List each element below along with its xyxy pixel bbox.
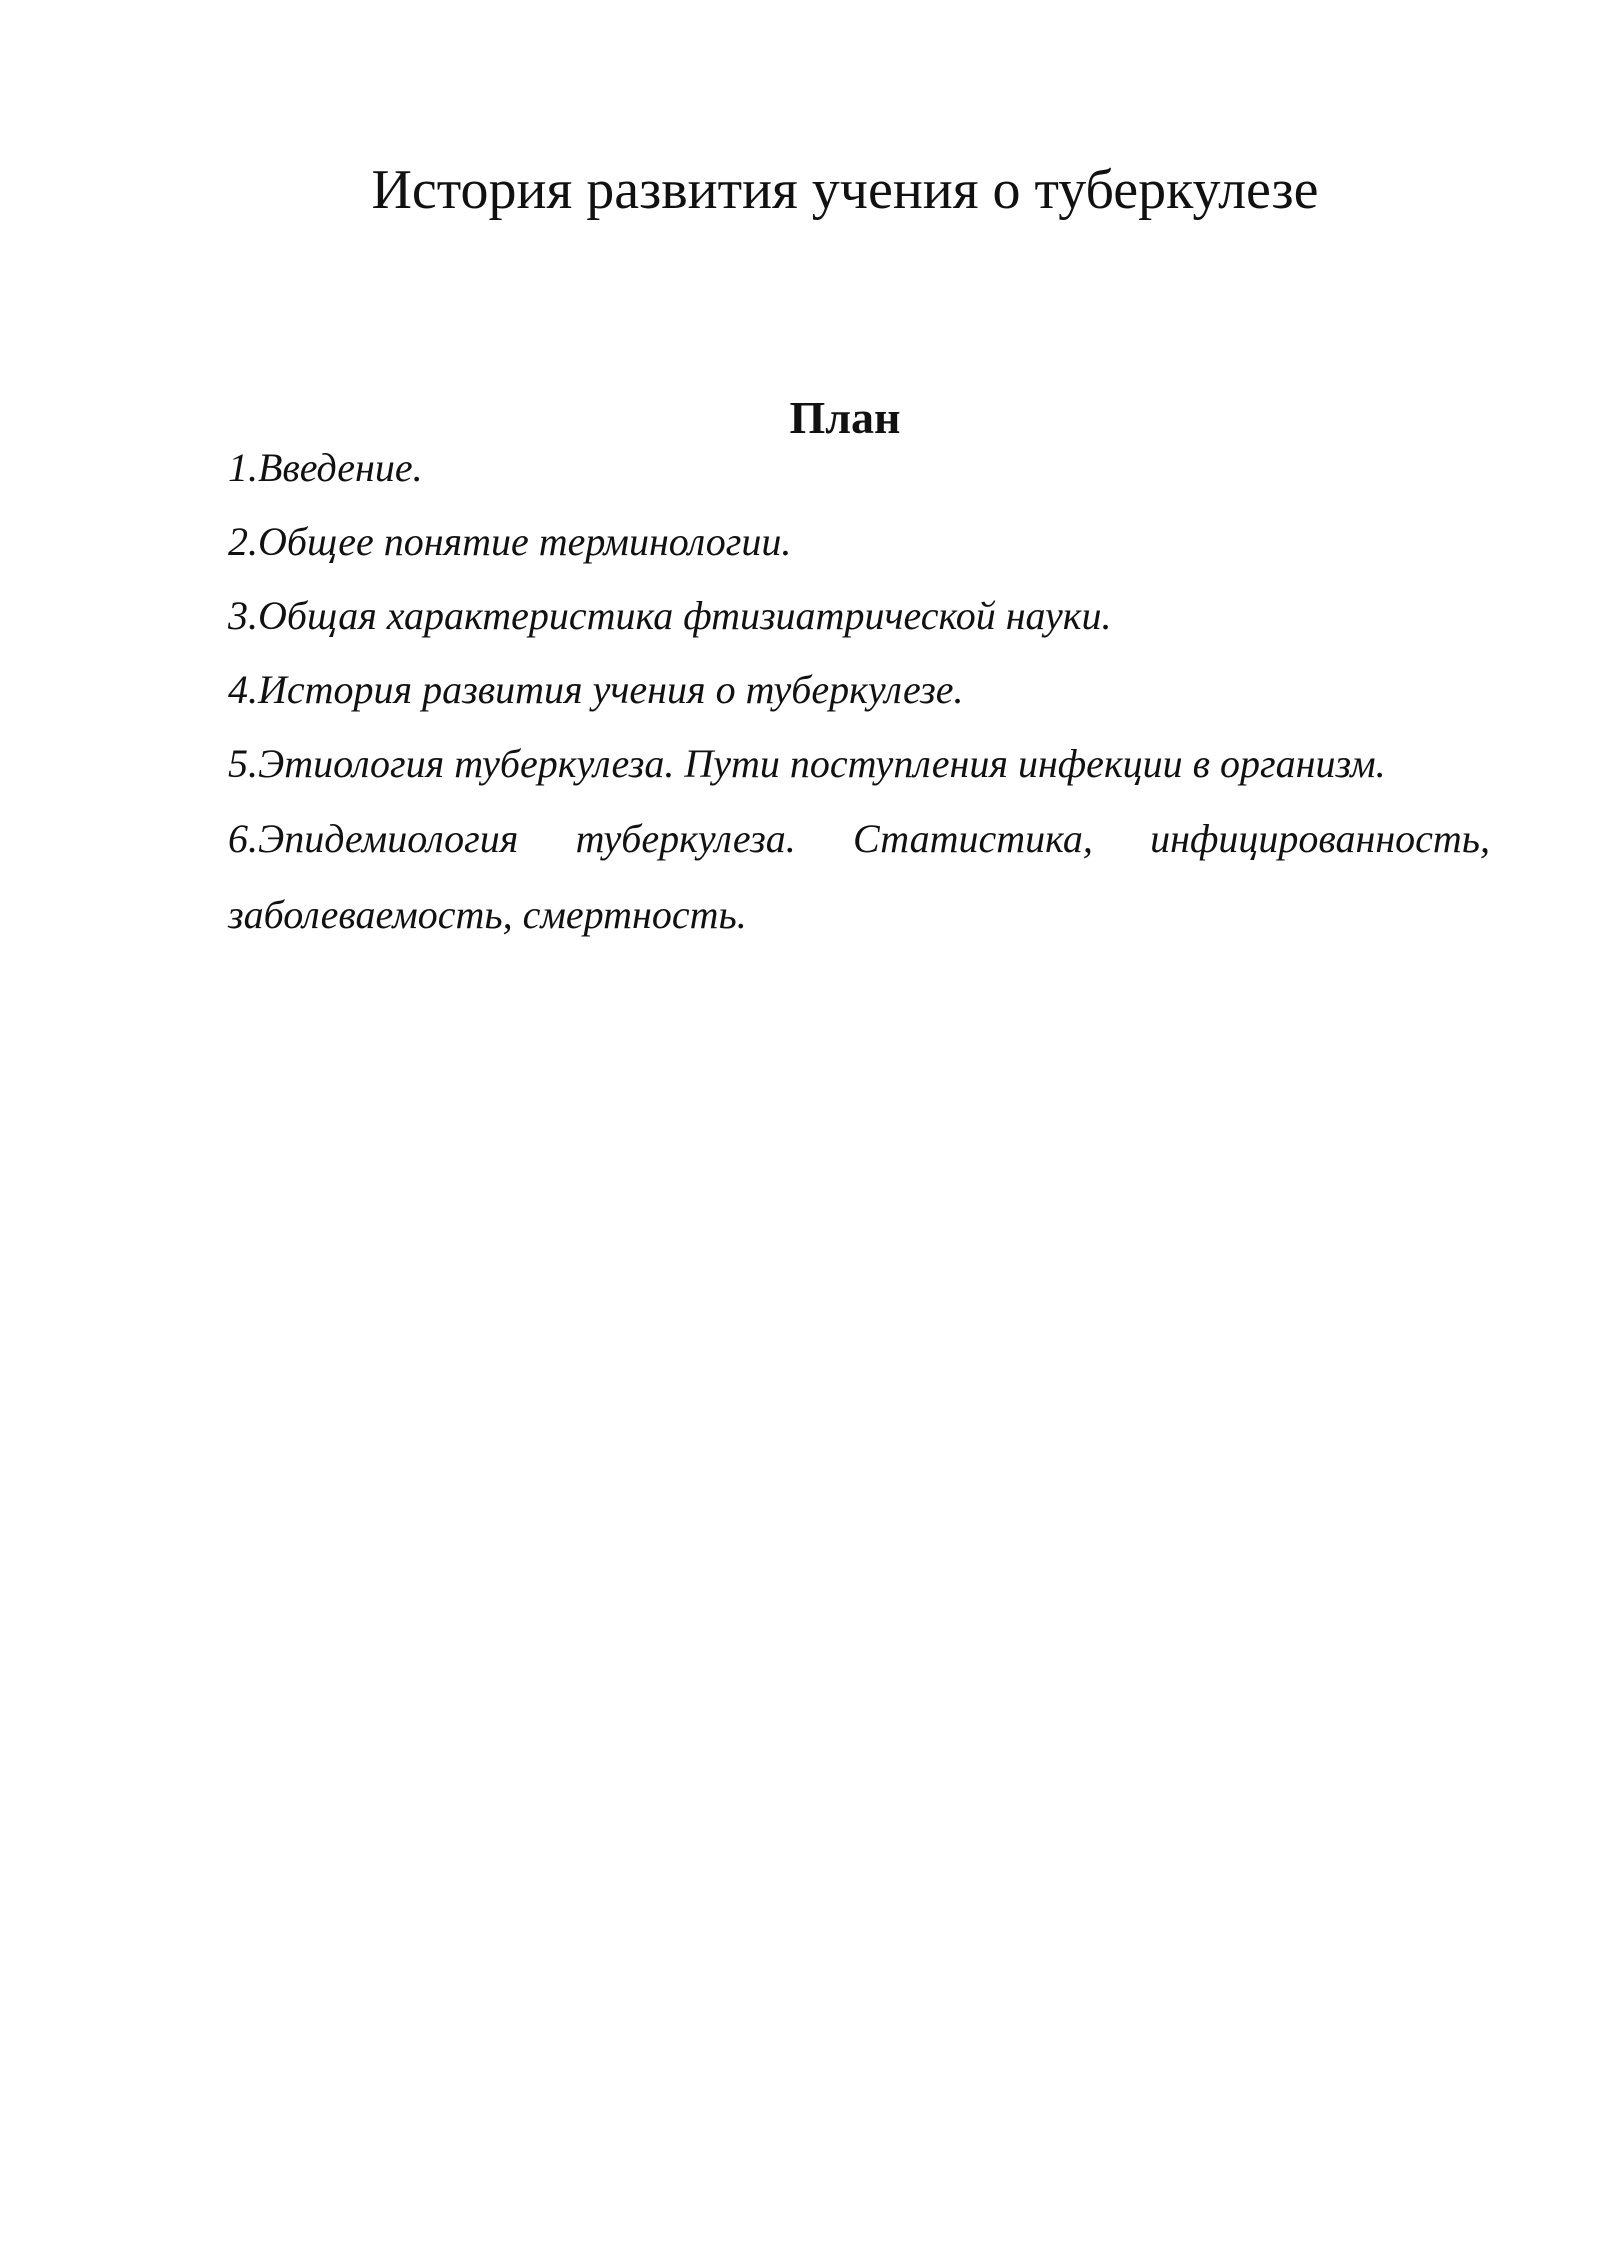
plan-list [228, 438, 1490, 953]
plan-item-6: 6.Эпидемиология туберкулеза. Статистика, инфицированность, заболеваемость, смертность. [228, 816, 1490, 937]
plan-heading: План [789, 392, 901, 443]
plan-item-3: 3.Общая характеристика фтизиатрической науки. [228, 593, 1112, 638]
plan-item-5: 5.Этиология туберкулеза. Пути поступления инфекции в организм. [228, 741, 1386, 786]
plan-item-1: 1.Введение. [228, 445, 423, 490]
plan-item-2: 2.Общее понятие терминологии. [228, 519, 792, 564]
plan-item-4: 4.История развития учения о туберкулезе. [228, 667, 964, 712]
document-title: История развития учения о туберкулезе [371, 159, 1319, 221]
